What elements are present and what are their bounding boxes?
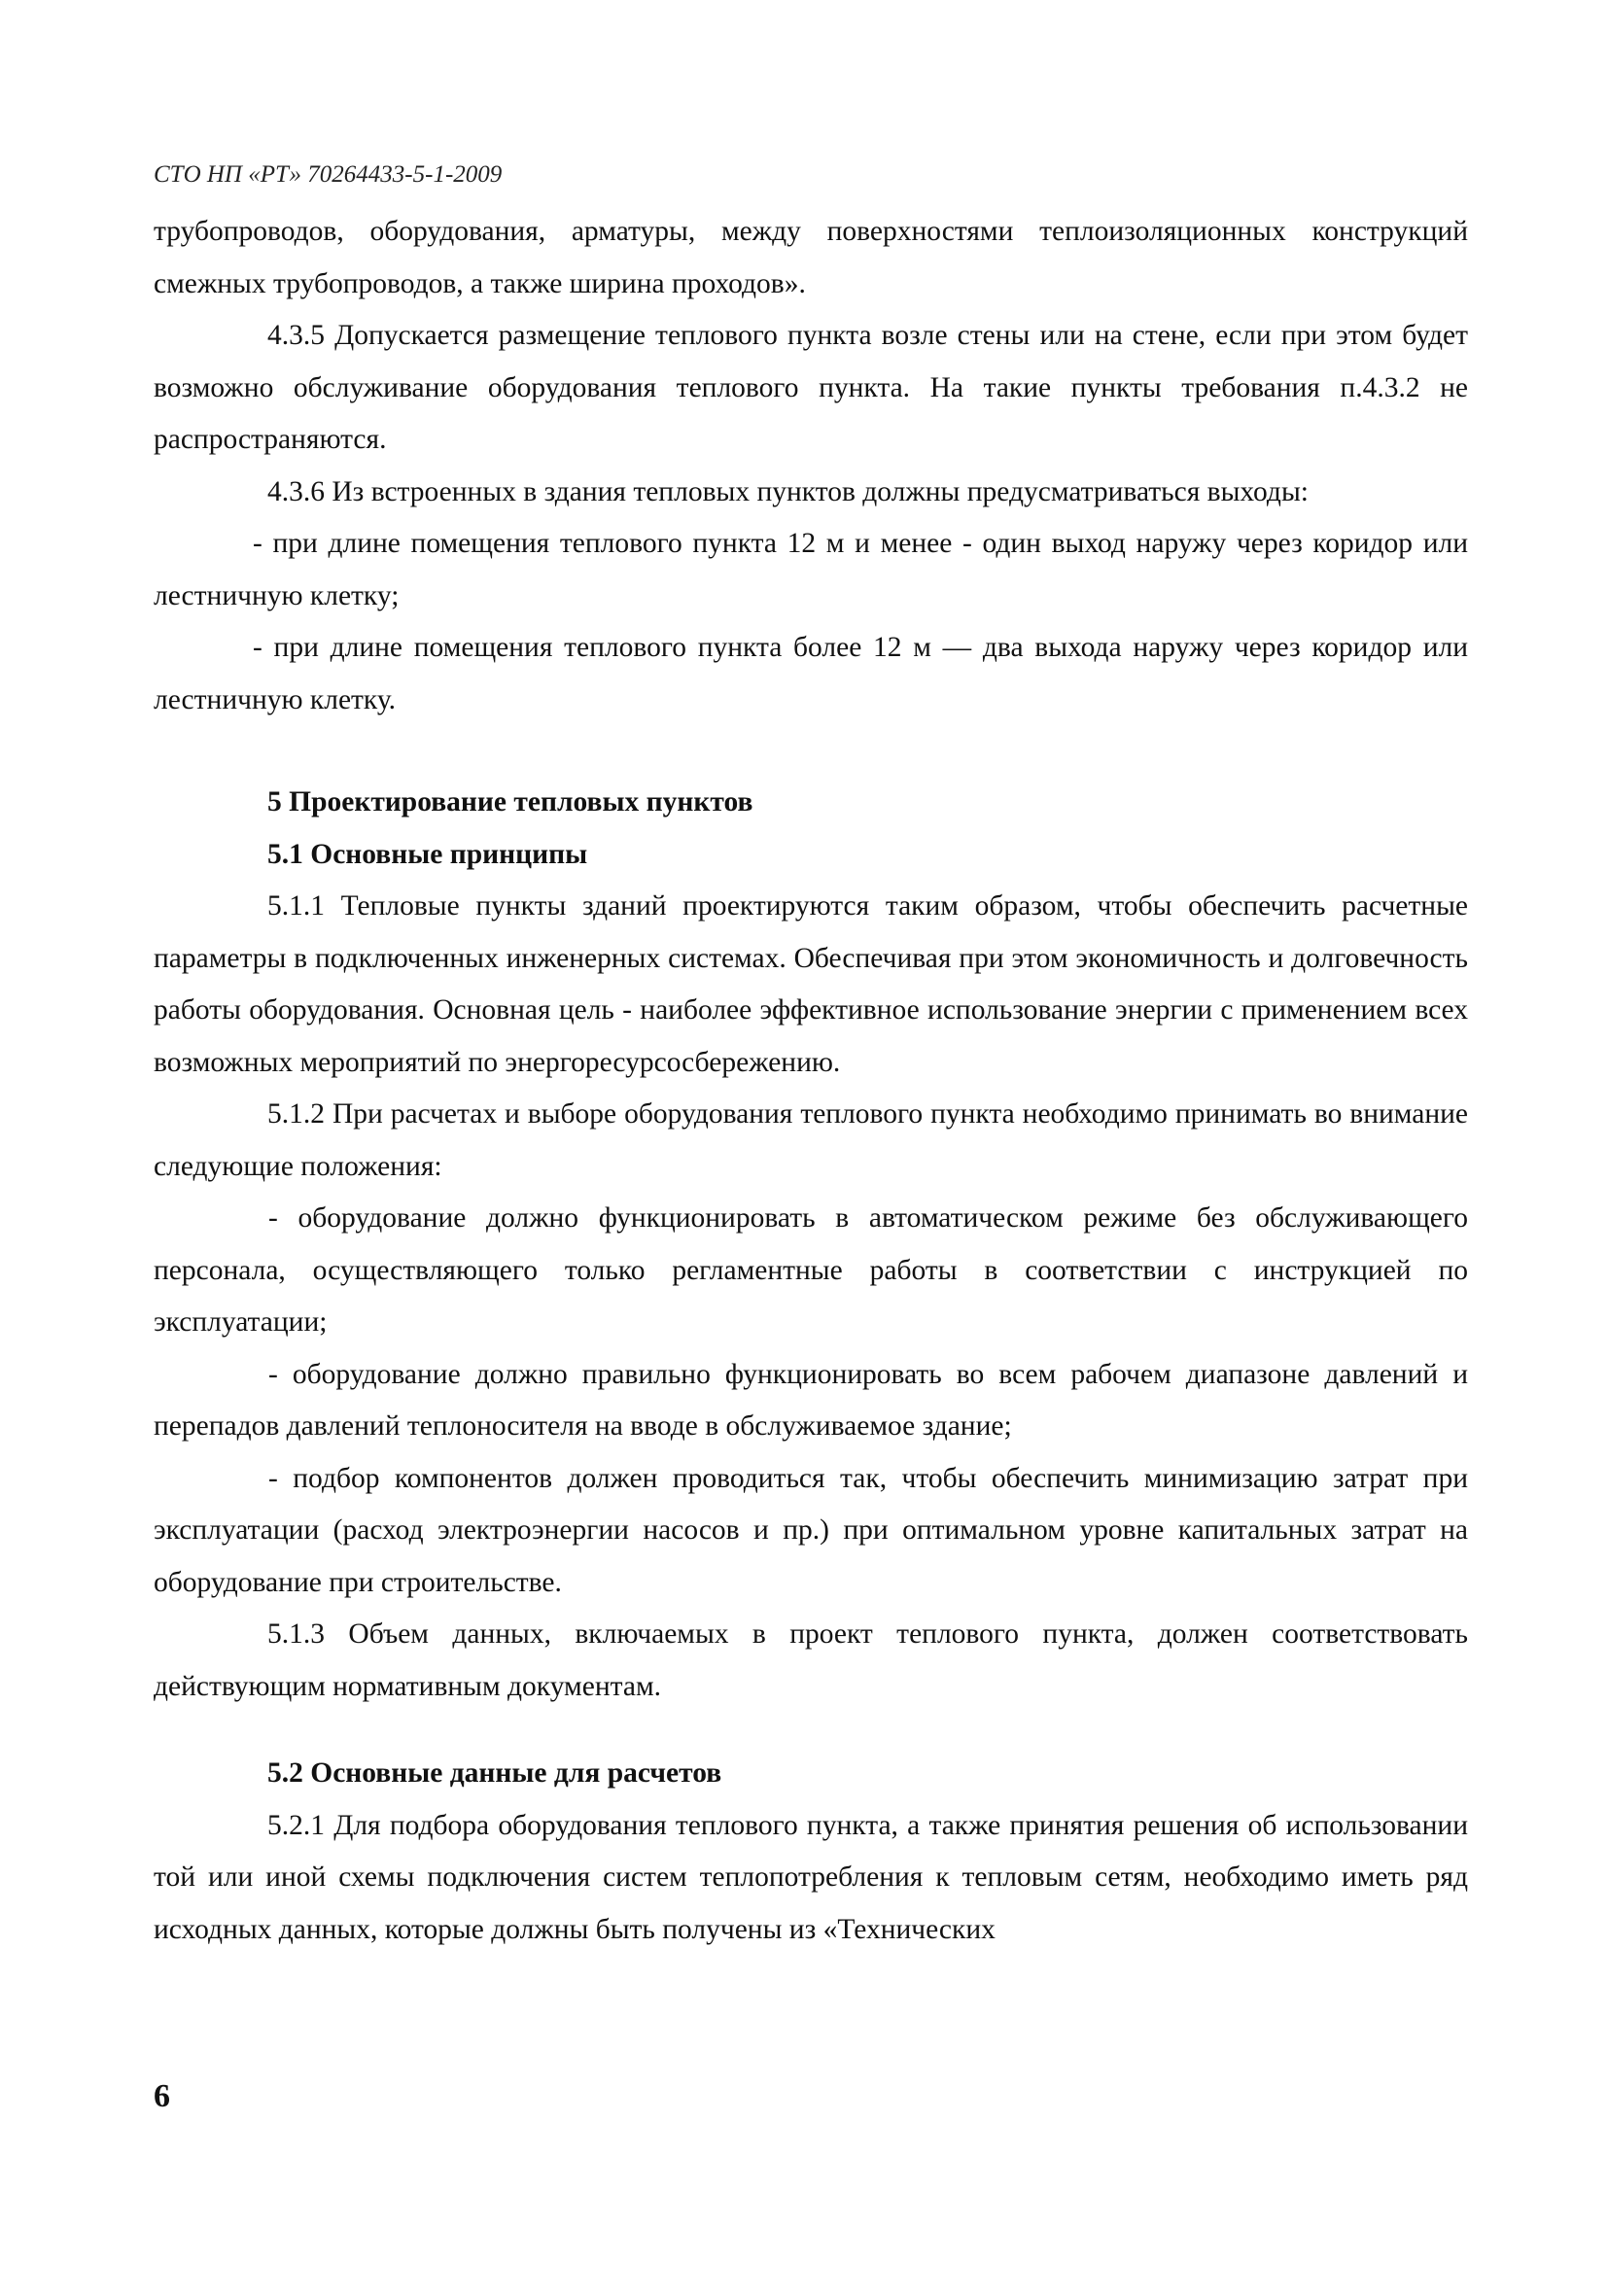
section-heading-5-1: 5.1 Основные принципы xyxy=(267,838,588,870)
list-item-exit-1: - при длине помещения теплового пункта 12 м и менее - один выход наружу через коридор или лестничную клетку; xyxy=(154,528,1468,611)
paragraph-5-1-3: 5.1.3 Объем данных, включаемых в проект теплового пункта, должен соответствовать действующим нормативным документам. xyxy=(154,1618,1468,1702)
paragraph-5-2-1: 5.2.1 Для подбора оборудования теплового пункта, а также принятия решения об использовании той или иной схемы подключения систем теплопотребления к тепловым сетям, необходимо иметь ряд исходных данных, которые должны быть получены из «Технических xyxy=(154,1809,1468,1945)
section-heading-5-2: 5.2 Основные данные для расчетов xyxy=(267,1757,722,1789)
list-item-requirement-1: - оборудование должно функционировать в автоматическом режиме без обслуживающего персонала, осуществляющего только регламентные работы в соответствии с инструкцией по эксплуатации; xyxy=(154,1202,1468,1338)
page-number: 6 xyxy=(154,2078,170,2114)
document-header: СТО НП «РТ» 70264433-5-1-2009 xyxy=(154,161,503,188)
paragraph-5-1-2: 5.1.2 При расчетах и выборе оборудования теплового пункта необходимо принимать во внимание следующие положения: xyxy=(154,1098,1468,1182)
list-item-requirement-3: - подбор компонентов должен проводиться так, чтобы обеспечить минимизацию затрат при эксплуатации (расход электроэнергии насосов и пр.) при оптимальном уровне капитальных затрат на оборудование при строительстве. xyxy=(154,1462,1468,1598)
paragraph-5-1-1: 5.1.1 Тепловые пункты зданий проектируются таким образом, чтобы обеспечить расчетные параметры в подключенных инженерных системах. Обеспечивая при этом экономичность и долговечность работы оборудования. Основная цель - наиболее эффективное использование энергии с применением всех возможных мероприятий по энергоресурсосбережению. xyxy=(154,890,1468,1078)
paragraph-4-3-6: 4.3.6 Из встроенных в здания тепловых пунктов должны предусматриваться выходы: xyxy=(267,475,1309,507)
document-body xyxy=(154,206,1468,1956)
list-item-exit-2: - при длине помещения теплового пункта более 12 м — два выхода наружу через коридор или лестничную клетку. xyxy=(154,632,1468,715)
section-heading-5: 5 Проектирование тепловых пунктов xyxy=(267,786,753,818)
paragraph-continuation: трубопроводов, оборудования, арматуры, между поверхностями теплоизоляционных конструкций смежных трубопроводов, а также ширина проходов». xyxy=(154,216,1468,299)
list-item-requirement-2: - оборудование должно правильно функционировать во всем рабочем диапазоне давлений и перепадов давлений теплоносителя на вводе в обслуживаемое здание; xyxy=(154,1358,1468,1442)
paragraph-4-3-5: 4.3.5 Допускается размещение теплового пункта возле стены или на стене, если при этом будет возможно обслуживание оборудования теплового пункта. На такие пункты требования п.4.3.2 не распространяются. xyxy=(154,320,1468,455)
